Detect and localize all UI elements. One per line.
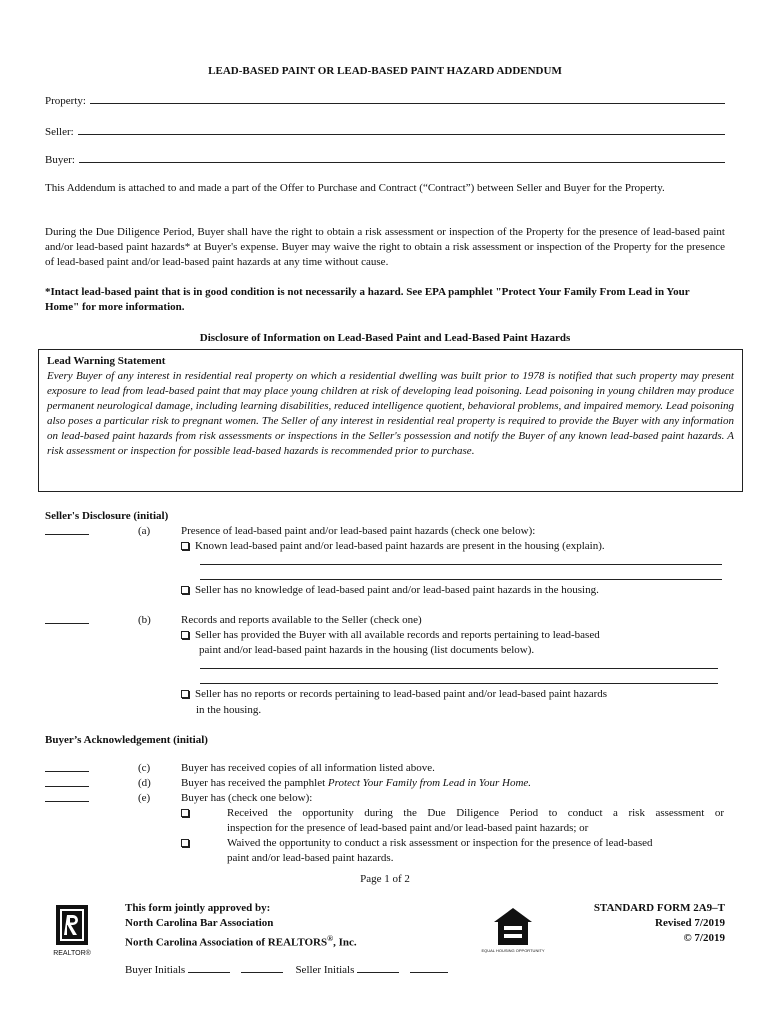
documents-line-1[interactable]	[200, 668, 718, 669]
lead-warning-text: Every Buyer of any interest in residential real property on which a residential dwelling was built prior to 1978 is notified that such property may present exposure to lead from lead-based paint that may place young children at risk of developing lead poisoning. Lead poisoning in young children may produce permanent neurological damage, including learning disabilities, reduced intelligence quotient, behavioral problems, and impaired memory. Lead poisoning also poses a particular risk to pregnant women. The Seller of any interest in residential real property is required to provide the Buyer with any information on lead-based paint hazards from risk assessments or inspections in the Seller's possession and notify the Buyer of any known lead-based paint hazards. A risk assessment or inspection for possible lead-based hazards is recommended prior to purchase.	[47, 370, 734, 457]
initials-row	[125, 962, 448, 978]
due-diligence-paragraph: During the Due Diligence Period, Buyer shall have the right to obtain a risk assessment or inspection of the Property for the presence of lead-based paint and/or lead-based paint hazards* at Buyer's expense. Buyer may waive the right to obtain a risk assessment or inspection of the Property for the presence of lead-based paint and/or lead-based paint hazards at any time without cause.	[45, 226, 725, 268]
seller-input-line[interactable]	[78, 124, 725, 135]
approval-block: This form jointly approved by: North Carolina Bar Association North Carolina Association of REALTORS®, Inc.	[125, 902, 357, 949]
seller-disclosure-heading: Seller's Disclosure (initial)	[45, 510, 169, 522]
form-id-block	[540, 901, 725, 946]
equal-housing-logo	[481, 905, 545, 957]
buyer-initial-c[interactable]	[45, 761, 89, 777]
checkbox-icon[interactable]	[181, 690, 189, 698]
item-a-label: (a)	[138, 525, 151, 537]
item-a-option-no-knowledge[interactable]: Seller has no knowledge of lead-based paint and/or lead-based paint hazards in the housing.	[181, 583, 599, 598]
seller-initials-field-1[interactable]	[357, 962, 399, 973]
disclosure-heading: Disclosure of Information on Lead-Based Paint and Lead-Based Paint Hazards	[199, 332, 571, 344]
realtor-logo-text: REALTOR®	[53, 950, 91, 957]
checkbox-icon[interactable]	[181, 542, 189, 550]
realtor-logo	[52, 903, 92, 959]
buyer-label: Buyer:	[45, 154, 75, 166]
page-number: Page 1 of 2	[360, 873, 410, 885]
item-b-label: (b)	[138, 614, 151, 626]
intact-paint-note: *Intact lead-based paint that is in good condition is not necessarily a hazard. See EPA pamphlet "Protect Your Family From Lead in Your Home" for more information.	[45, 286, 690, 313]
item-e-text: Buyer has (check one below):	[181, 792, 313, 804]
revised-date: Revised 7/2019	[655, 917, 725, 929]
buyer-field[interactable]	[45, 152, 725, 168]
seller-initial-a[interactable]	[45, 524, 89, 540]
buyer-initial-e[interactable]	[45, 791, 89, 807]
item-e-checkbox-waived[interactable]	[181, 836, 195, 851]
buyer-input-line[interactable]	[79, 152, 725, 163]
checkbox-icon[interactable]	[181, 839, 189, 847]
checkbox-icon[interactable]	[181, 809, 189, 817]
explain-line-2[interactable]	[200, 579, 722, 580]
explain-line-1[interactable]	[200, 564, 722, 565]
item-c-label: (c)	[138, 762, 151, 774]
item-a-text: Presence of lead-based paint and/or lead-based paint hazards (check one below):	[181, 525, 536, 537]
item-e-option-waived: Waived the opportunity to conduct a risk assessment or inspection for the presence of lead-based paint and/or lead-based paint hazards.	[227, 837, 653, 864]
buyer-initials-field-2[interactable]	[241, 962, 283, 973]
copyright: © 7/2019	[683, 932, 725, 944]
equal-housing-icon	[481, 905, 545, 957]
property-label: Property:	[45, 95, 86, 107]
checkbox-icon[interactable]	[181, 631, 189, 639]
item-a-option-known[interactable]: Known lead-based paint and/or lead-based paint hazards are present in the housing (explain).	[181, 539, 605, 554]
documents-line-2[interactable]	[200, 683, 718, 684]
lead-warning-box	[38, 349, 743, 492]
seller-initial-b[interactable]	[45, 613, 89, 629]
item-b-text: Records and reports available to the Seller (check one)	[181, 614, 422, 626]
item-b-option-provided[interactable]: Seller has provided the Buyer with all available records and reports pertaining to lead-based	[181, 628, 600, 643]
intro-paragraph: This Addendum is attached to and made a part of the Offer to Purchase and Contract (“Contract”) between Seller and Buyer for the Property.	[45, 182, 665, 194]
item-c-text: Buyer has received copies of all information listed above.	[181, 762, 435, 774]
seller-initials-field-2[interactable]	[410, 962, 448, 973]
item-b-option-provided-line2: paint and/or lead-based paint hazards in the housing (list documents below).	[199, 644, 535, 656]
item-d-label: (d)	[138, 777, 151, 789]
seller-field[interactable]	[45, 124, 725, 140]
realtor-r-icon	[52, 903, 92, 959]
form-id: STANDARD FORM 2A9–T	[593, 902, 725, 914]
checkbox-icon[interactable]	[181, 586, 189, 594]
item-b-option-no-reports[interactable]: Seller has no reports or records pertaining to lead-based paint and/or lead-based paint hazards	[181, 687, 607, 702]
property-field[interactable]	[45, 93, 725, 109]
document-title: LEAD-BASED PAINT OR LEAD-BASED PAINT HAZARD ADDENDUM	[208, 65, 562, 77]
item-e-option-received: Received the opportunity during the Due Diligence Period to conduct a risk assessment or inspection for the presence of lead-based paint and/or lead-based paint hazards; or	[227, 807, 724, 834]
seller-initials-label: Seller Initials	[295, 964, 355, 976]
seller-label: Seller:	[45, 126, 74, 138]
item-e-label: (e)	[138, 792, 151, 804]
lead-warning-title: Lead Warning Statement	[47, 355, 166, 367]
item-e-checkbox-received[interactable]	[181, 806, 195, 821]
buyer-initials-label: Buyer Initials	[125, 964, 186, 976]
item-d-text: Buyer has received the pamphlet Protect Your Family from Lead in Your Home.	[181, 777, 532, 789]
eho-logo-text: EQUAL HOUSING OPPORTUNITY	[481, 948, 545, 953]
buyer-initial-d[interactable]	[45, 776, 89, 792]
buyer-initials-field-1[interactable]	[188, 962, 230, 973]
item-b-option-no-reports-line2: in the housing.	[196, 704, 262, 716]
buyer-ack-heading: Buyer’s Acknowledgement (initial)	[45, 734, 208, 746]
property-input-line[interactable]	[90, 93, 725, 104]
